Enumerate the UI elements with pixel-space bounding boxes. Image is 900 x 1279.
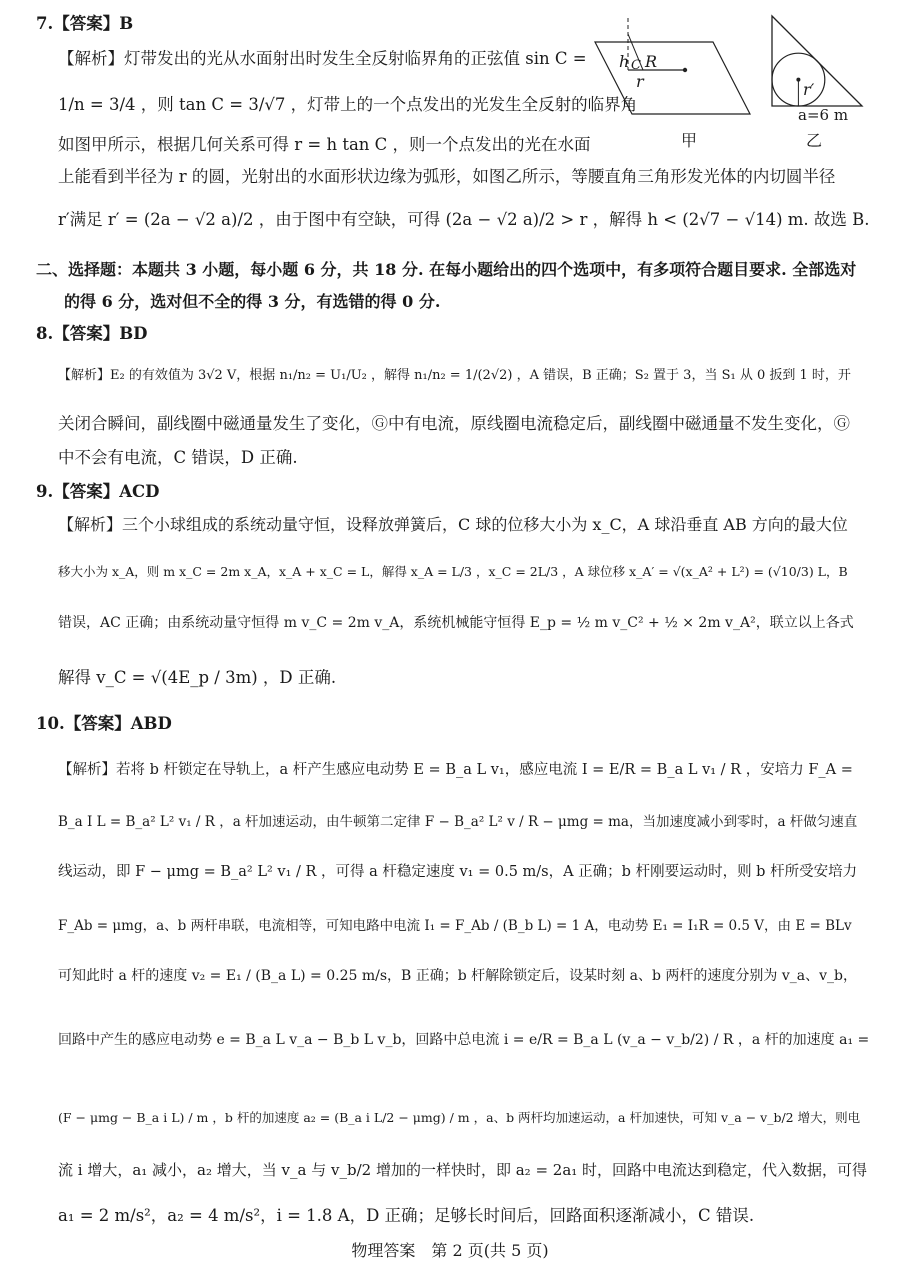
page-footer: 物理答案 第 2 页(共 5 页) — [351, 1241, 549, 1260]
q10-line-8: 流 i 增大，a₁ 减小，a₂ 增大，当 v_a 与 v_b/2 增加的一样快时，即 a₂ = 2a₁ 时，回路中电流达到稳定，代入数据，可得 — [58, 1161, 868, 1179]
q10-line-5: 可知此时 a 杆的速度 v₂ = E₁ / (B_a L) = 0.25 m/s，B 正确；b 杆解除锁定后，设某时刻 a、b 两杆的速度分别为 v_a、v_b， — [58, 968, 857, 984]
figure-yi-a-label: a=6 m — [798, 106, 849, 124]
q7-line-2: 1/n = 3/4 ，则 tan C = 3/√7 ，灯带上的一个点发出的光发生全反射的临界角 — [58, 95, 638, 114]
section-heading-line-1: 二、选择题：本题共 3 小题，每小题 6 分，共 18 分. 在每小题给出的四个选项中，有多项符合题目要求. 全部选对 — [36, 260, 857, 279]
q9-line-1: 【解析】三个小球组成的系统动量守恒，设释放弹簧后，C 球的位移大小为 x_C，A 球沿垂直 AB 方向的最大位 — [58, 515, 848, 534]
q10-header: 10.【答案】ABD — [36, 714, 172, 733]
q7-line-1: 【解析】灯带发出的光从水面射出时发生全反射临界角的正弦值 sin C = — [58, 49, 587, 68]
figure-jia-caption: 甲 — [681, 131, 698, 150]
q8-line-2: 关闭合瞬间，副线圈中磁通量发生了变化，Ⓖ中有电流，原线圈电流稳定后，副线圈中磁通量不发生变化，Ⓖ — [58, 414, 850, 433]
q7-line-4: 上能看到半径为 r 的圆，光射出的水面形状边缘为弧形，如图乙所示，等腰直角三角形发光体的内切圆半径 — [58, 167, 836, 186]
figure-jia-R-label: R — [645, 52, 658, 71]
figure-yi-caption: 乙 — [806, 131, 823, 150]
q9-line-4: 解得 v_C = √(4E_p / 3m) ，D 正确. — [58, 668, 337, 687]
q9-line-2: 移大小为 x_A，则 m x_C = 2m x_A，x_A + x_C = L，解得 x_A = L/3 ，x_C = 2L/3 ，A 球位移 x_A′ = √(x_A² + L²) = (√10/3) L，B — [58, 564, 848, 579]
figure-jia-diagram — [585, 14, 755, 126]
q8-header: 8.【答案】BD — [36, 324, 148, 343]
q7-line-5: r′满足 r′ = (2a − √2 a)/2 ，由于图中有空缺，可得 (2a − √2 a)/2 > r ，解得 h < (2√7 − √14) m. 故选 B. — [58, 210, 870, 229]
q8-line-3: 中不会有电流，C 错误，D 正确. — [58, 448, 298, 467]
figure-jia-r-label: r — [636, 72, 644, 91]
q9-header: 9.【答案】ACD — [36, 482, 160, 501]
q9-line-3: 错误，AC 正确；由系统动量守恒得 m v_C = 2m v_A，系统机械能守恒得 E_p = ½ m v_C² + ½ × 2m v_A²，联立以上各式 — [58, 615, 854, 631]
section-heading-line-2: 的得 6 分，选对但不全的得 3 分，有选错的得 0 分. — [64, 292, 441, 311]
figure-jia-c-label: C — [631, 58, 641, 73]
q10-line-7: (F − μmg − B_a i L) / m ，b 杆的加速度 a₂ = (B_a i L/2 − μmg) / m ，a、b 两杆均加速运动，a 杆加速快，可知 v_a − v_b/2 增大，则电 — [58, 1110, 861, 1125]
figure-yi-rprime-label: r′ — [803, 80, 815, 99]
q10-line-3: 线运动，即 F − μmg = B_a² L² v₁ / R ，可得 a 杆稳定速度 v₁ = 0.5 m/s，A 正确；b 杆刚要运动时，则 b 杆所受安培力 — [58, 864, 858, 880]
q7-header: 7.【答案】B — [36, 14, 134, 33]
q10-line-2: B_a I L = B_a² L² v₁ / R ，a 杆加速运动，由牛顿第二定律 F − B_a² L² v / R − μmg = ma，当加速度减小到零时，a 杆做匀速直 — [58, 814, 858, 830]
figure-yi-diagram — [768, 12, 866, 112]
q7-line-3: 如图甲所示，根据几何关系可得 r = h tan C ，则一个点发出的光在水面 — [58, 135, 591, 154]
q10-line-4: F_Ab = μmg，a、b 两杆串联，电流相等，可知电路中电流 I₁ = F_Ab / (B_b L) = 1 A，电动势 E₁ = I₁R = 0.5 V，由 E = BLv — [58, 918, 852, 934]
q10-line-1: 【解析】若将 b 杆锁定在导轨上，a 杆产生感应电动势 E = B_a L v₁，感应电流 I = E/R = B_a L v₁ / R ，安培力 F_A = — [58, 762, 853, 778]
q10-line-6: 回路中产生的感应电动势 e = B_a L v_a − B_b L v_b，回路中总电流 i = e/R = B_a L (v_a − v_b/2) / R ，a 杆的加速度 a₁ = — [58, 1032, 870, 1048]
q8-line-1: 【解析】E₂ 的有效值为 3√2 V，根据 n₁/n₂ = U₁/U₂ ，解得 n₁/n₂ = 1/(2√2) ，A 错误，B 正确；S₂ 置于 3，当 S₁ 从 0 扳到 1 时，开 — [58, 368, 851, 383]
q10-line-9: a₁ = 2 m/s²，a₂ = 4 m/s²，i = 1.8 A，D 正确；足够长时间后，回路面积逐渐减小，C 错误. — [58, 1206, 755, 1225]
figure-jia-h-label: h — [619, 52, 630, 71]
